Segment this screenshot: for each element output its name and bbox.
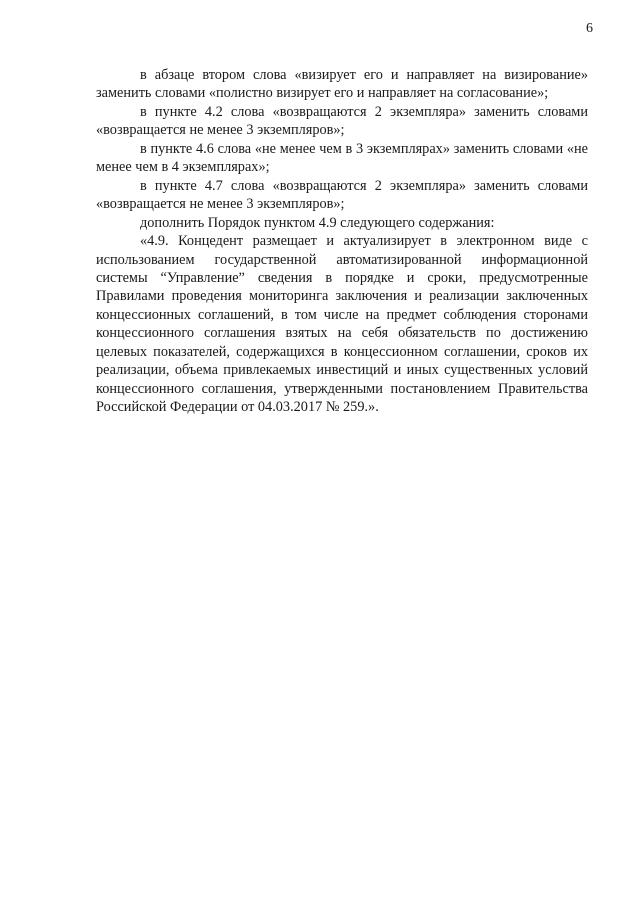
page-number: 6 bbox=[586, 21, 593, 36]
paragraph-amendment-abzac-2: в абзаце втором слова «визирует его и направляет на визирование» заменить словами «полистно визирует его и направляет на согласование»; bbox=[96, 67, 588, 102]
paragraph-amendment-4-7: в пункте 4.7 слова «возвращаются 2 экземпляра» заменить словами «возвращается не менее 3 экземпляров»; bbox=[96, 177, 588, 213]
paragraph-new-4-9: «4.9. Концедент размещает и актуализирует в электронном виде с использованием государственной автоматизированной информационной системы “Управление” сведения в порядке и сроки, предусмотренные Правилами проведения мониторинга заключения и реализации заключенных концессионных соглашений, в том числе на предмет соблюдения сторонами концессионного соглашения взятых на себя обязательств по достижению целевых показателей, содержащихся в концессионном соглашении, сроков их реализации, объема привлекаемых инвестиций и иных существенных условий концессионного соглашения, утвержденными постановлением Правительства Российской Федерации от 04.03.2017 № 259.». bbox=[96, 233, 588, 416]
paragraph-amendment-4-6: в пункте 4.6 слова «не менее чем в 3 экземплярах» заменить словами «не менее чем в 4 экземплярах»; bbox=[96, 140, 588, 176]
paragraph-add-4-9-intro: дополнить Порядок пунктом 4.9 следующего содержания: bbox=[140, 214, 495, 231]
document-body bbox=[96, 66, 588, 417]
paragraph-amendment-4-2: в пункте 4.2 слова «возвращаются 2 экземпляра» заменить словами «возвращается не менее 3 экземпляров»; bbox=[96, 103, 588, 139]
